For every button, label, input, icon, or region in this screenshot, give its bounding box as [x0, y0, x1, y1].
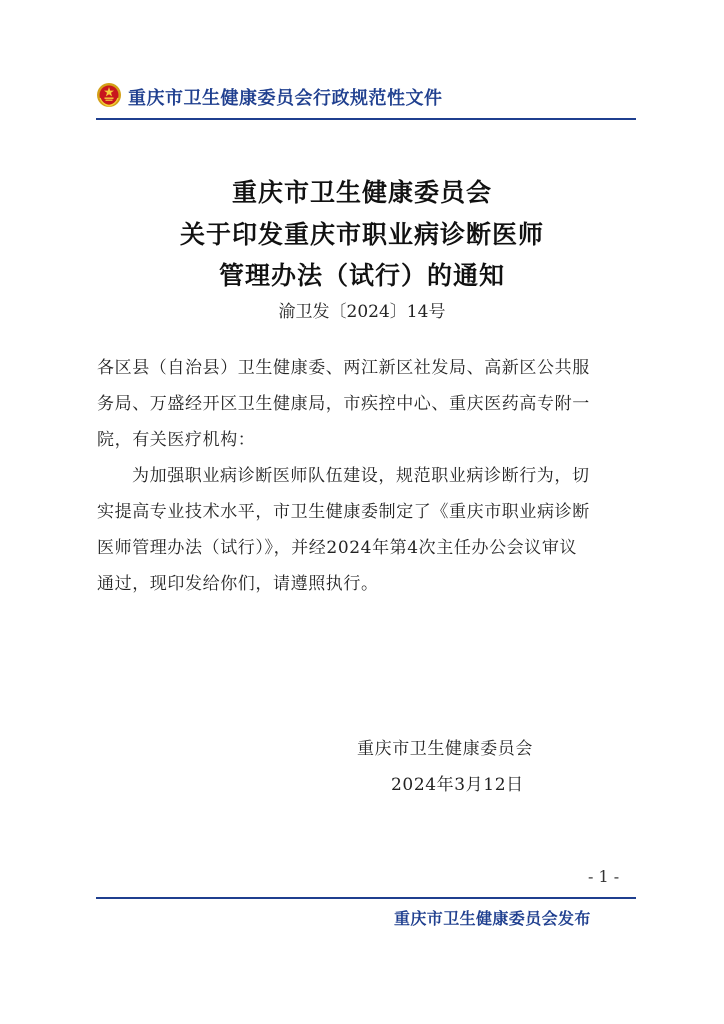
body-line: 通过，现印发给你们，请遵照执行。: [97, 574, 379, 594]
body-line: 实提高专业技术水平，市卫生健康委制定了《重庆市职业病诊断: [97, 502, 590, 522]
footer-publisher: 重庆市卫生健康委员会发布: [394, 909, 591, 928]
footer-divider: [96, 897, 636, 899]
document-title-line-2: 关于印发重庆市职业病诊断医师: [179, 220, 544, 249]
document-title-line-1: 重庆市卫生健康委员会: [231, 178, 492, 207]
header-title: 重庆市卫生健康委员会行政规范性文件: [128, 88, 443, 109]
signature-date: 2024年3月12日: [391, 775, 524, 795]
document-title-line-3: 管理办法（试行）的通知: [218, 261, 505, 290]
body-line: 为加强职业病诊断医师队伍建设，规范职业病诊断行为，切: [132, 466, 590, 486]
header-divider: [96, 118, 636, 120]
page-number: - 1 -: [588, 867, 620, 886]
body-line: 医师管理办法（试行）》，并经2024年第4次主任办公会议审议: [97, 538, 578, 558]
document-body: [97, 350, 637, 602]
signature-organization: 重庆市卫生健康委员会: [357, 739, 533, 759]
body-line: 各区县（自治县）卫生健康委、两江新区社发局、高新区公共服: [97, 358, 590, 378]
body-line: 院，有关医疗机构：: [97, 430, 256, 450]
document-header: [96, 80, 636, 116]
national-emblem-icon: [96, 82, 122, 108]
document-number: 渝卫发〔2024〕14号: [278, 302, 446, 322]
body-line: 务局、万盛经开区卫生健康局，市疾控中心、重庆医药高专附一: [97, 394, 590, 414]
